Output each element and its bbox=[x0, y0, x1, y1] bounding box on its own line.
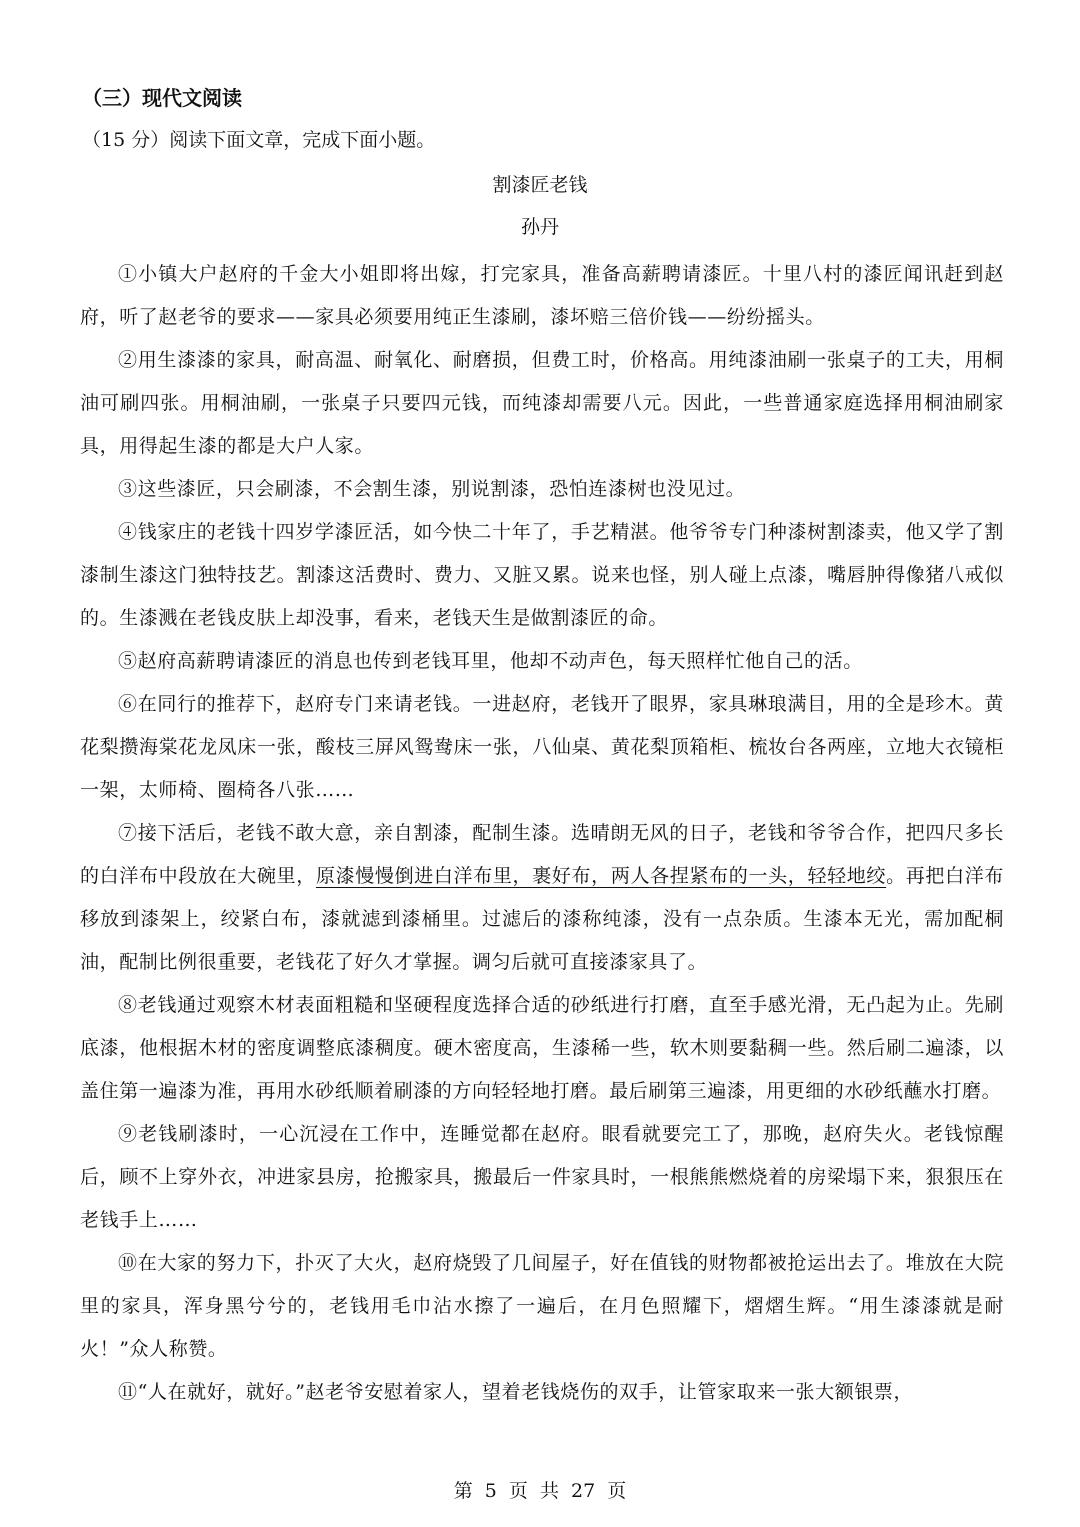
paragraph-1: ①小镇大户赵府的千金大小姐即将出嫁，打完家具，准备高薪聘请漆匠。十里八村的漆匠闻讯赶到赵府，听了赵老爷的要求——家具必须要用纯正生漆刷，漆坏赔三倍价钱——纷纷摇头。 bbox=[80, 263, 1004, 328]
paragraph-3: ③这些漆匠，只会刷漆，不会割生漆，别说割漆，恐怕连漆树也没见过。 bbox=[118, 478, 746, 500]
paragraph-7-text-before: ⑦接下活后，老钱不敢大意，亲自割漆，配制生漆。选晴朗无风的日子，老钱和爷爷合作，把四尺多长的白洋布中段放在大碗里， bbox=[80, 822, 1004, 887]
page-number: 第 5 页 共 27 页 bbox=[453, 1480, 627, 1502]
paragraph-4: ④钱家庄的老钱十四岁学漆匠活，如今快二十年了，手艺精湛。他爷爷专门种漆树割漆卖，他又学了割漆制生漆这门独特技艺。割漆这活费时、费力、又脏又累。说来也怪，别人碰上点漆，嘴唇肿得像猪八戒似的。生漆溅在老钱皮肤上却没事，看来，老钱天生是做割漆匠的命。 bbox=[80, 521, 1004, 629]
article-author: 孙丹 bbox=[520, 216, 559, 238]
paragraph-5: ⑤赵府高薪聘请漆匠的消息也传到老钱耳里，他却不动声色，每天照样忙他自己的活。 bbox=[118, 650, 863, 672]
paragraph-2: ②用生漆漆的家具，耐高温、耐氧化、耐磨损，但费工时，价格高。用纯漆油刷一张桌子的工夫，用桐油可刷四张。用桐油刷，一张桌子只要四元钱，而纯漆却需要八元。因此，一些普通家庭选择用桐油刷家具，用得起生漆的都是大户人家。 bbox=[80, 349, 1004, 457]
paragraph-7 bbox=[80, 812, 1004, 984]
paragraph-7-text-after: 。再把白洋布移放到漆架上，绞紧白布，漆就滤到漆桶里。过滤后的漆称纯漆，没有一点杂质。生漆本无光，需加配桐油，配制比例很重要，老钱花了好久才掌握。调匀后就可直接漆家具了。 bbox=[80, 865, 1004, 973]
underlined-sentence: 原漆慢慢倒进白洋布里，裹好布，两人各捏紧布的一头，轻轻地绞 bbox=[315, 865, 887, 887]
paragraph-9: ⑨老钱刷漆时，一心沉浸在工作中，连睡觉都在赵府。眼看就要完工了，那晚，赵府失火。老钱惊醒后，顾不上穿外衣，冲进家县房，抢搬家具，搬最后一件家具时，一根熊熊燃烧着的房梁塌下来，狠狠压在老钱手上…… bbox=[80, 1123, 1004, 1231]
paragraph-10: ⑩在大家的努力下，扑灭了大火，赵府烧毁了几间屋子，好在值钱的财物都被抢运出去了。堆放在大院里的家具，浑身黑兮兮的，老钱用毛巾沾水擦了一遍后，在月色照耀下，熠熠生辉。“用生漆漆就是耐火！”众人称赞。 bbox=[80, 1252, 1004, 1360]
section-title: （三）现代文阅读 bbox=[82, 86, 242, 110]
paragraph-6: ⑥在同行的推荐下，赵府专门来请老钱。一进赵府，老钱开了眼界，家具琳琅满目，用的全是珍木。黄花梨攒海棠花龙凤床一张，酸枝三屏风鸳鸯床一张，八仙桌、黄花梨顶箱柜、梳妆台各两座，立地大衣镜柜一架，太师椅、圈椅各八张…… bbox=[80, 693, 1004, 801]
paragraph-11: ⑪“人在就好，就好。”赵老爷安慰着家人，望着老钱烧伤的双手，让管家取来一张大额银票， bbox=[118, 1381, 914, 1403]
question-instruction: （15 分）阅读下面文章，完成下面小题。 bbox=[82, 129, 436, 151]
paragraph-8: ⑧老钱通过观察木材表面粗糙和坚硬程度选择合适的砂纸进行打磨，直至手感光滑，无凸起为止。先刷底漆，他根据木材的密度调整底漆稠度。硬木密度高，生漆稀一些，软木则要黏稠一些。然后刷二遍漆，以盖住第一遍漆为准，再用水砂纸顺着刷漆的方向轻轻地打磨。最后刷第三遍漆，用更细的水砂纸蘸水打磨。 bbox=[80, 994, 1004, 1102]
article-title: 割漆匠老钱 bbox=[492, 174, 588, 196]
article-body bbox=[80, 253, 1004, 1414]
